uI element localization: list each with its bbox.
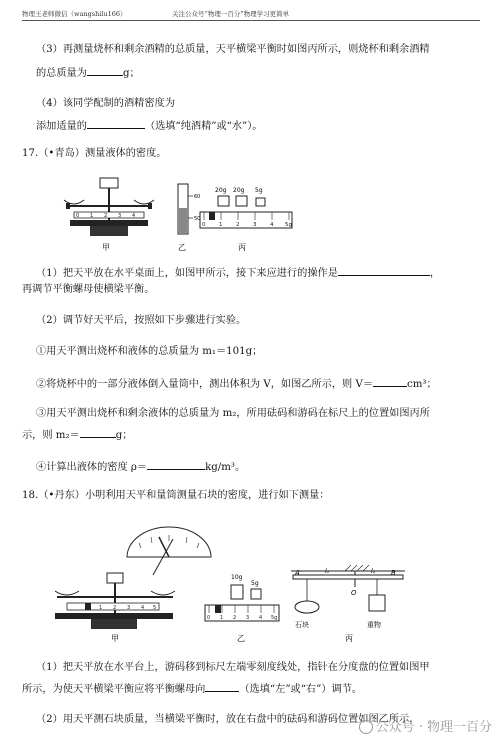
q18-title: 18.（•丹东）小明利用天平和量筒测量石块的密度，进行如下测量： [22, 490, 330, 501]
svg-text:5g: 5g [255, 187, 263, 194]
svg-text:A: A [295, 569, 300, 577]
svg-text:0: 0 [76, 213, 80, 219]
svg-text:重物: 重物 [367, 621, 381, 629]
q17-step3-line1: ③用天平测出烧杯和剩余液体的总质量为 m₂，所用砝码和游码在标尺上的位置如图丙所 [36, 408, 430, 419]
q18-balance-jia [55, 527, 211, 629]
q17-label-yi: 乙 [178, 243, 186, 252]
q17-balance-jia [64, 178, 154, 236]
q18-label-bing: 丙 [345, 634, 353, 643]
svg-text:1: 1 [90, 213, 94, 219]
svg-text:2: 2 [233, 615, 237, 621]
svg-text:5g: 5g [285, 222, 292, 228]
q17-step3-line2: 示，则 m₂＝ g； [22, 426, 132, 443]
svg-text:0: 0 [207, 615, 211, 621]
q17-p1-line2: 再调节平衡螺母使横梁平衡。 [22, 284, 155, 295]
svg-text:3: 3 [118, 213, 122, 219]
svg-text:5g: 5g [271, 615, 278, 621]
svg-text:2: 2 [236, 222, 240, 228]
q17-weights-bing [200, 187, 292, 228]
svg-text:50: 50 [194, 216, 201, 222]
q17-label-jia: 甲 [102, 243, 110, 252]
q17-p2: （2）调节好天平后，按照如下步骤进行实验。 [36, 315, 247, 326]
q18-p2: （2）用天平测石块质量，当横梁平衡时，放在右盘中的砝码和游码位置如图乙所示， [36, 714, 420, 725]
svg-text:3: 3 [127, 605, 131, 611]
q17-title: 17.（•青岛）测量液体的密度。 [22, 148, 167, 159]
svg-text:石块: 石块 [295, 621, 309, 629]
svg-text:2: 2 [104, 213, 108, 219]
q18-label-jia: 甲 [111, 634, 119, 643]
svg-text:5: 5 [153, 605, 157, 611]
q17-step1: ①用天平测出烧杯和液体的总质量为 m₁＝101g； [36, 346, 263, 357]
q16-p4-line2: 添加适量的 （选填“纯酒精”或“水”）。 [36, 117, 263, 134]
q17-cylinder-yi [178, 184, 200, 234]
page-header [22, 4, 480, 21]
header-right: 关注公众号“物理一百分”物理学习更简单 [172, 10, 290, 18]
svg-text:3: 3 [253, 222, 257, 228]
q18-lever-bing [291, 565, 405, 629]
svg-text:1: 1 [220, 615, 224, 621]
q18-label-yi: 乙 [237, 634, 245, 643]
svg-text:4: 4 [259, 615, 263, 621]
svg-text:4: 4 [270, 222, 274, 228]
svg-text:4: 4 [132, 213, 136, 219]
q16-p3-line1: （3）再测量烧杯和剩余酒精的总质量，天平横梁平衡时如图丙所示，则烧杯和剩余酒精 [36, 44, 430, 55]
q17-step2: ②将烧杯中的一部分液体倒入量筒中，测出体积为 V，如图乙所示，则 V＝ cm³； [36, 375, 437, 392]
svg-text:0: 0 [202, 222, 206, 228]
svg-text:B: B [391, 569, 396, 577]
q17-label-bing: 丙 [238, 243, 246, 252]
svg-text:10g: 10g [231, 574, 243, 581]
svg-text:5g: 5g [251, 580, 259, 587]
q16-p4-line1: （4）该同学配制的酒精密度为 [36, 98, 175, 109]
wechat-icon [359, 720, 373, 734]
svg-text:l₂: l₂ [371, 568, 376, 575]
q17-figure [60, 170, 300, 252]
svg-text:60: 60 [194, 194, 201, 200]
svg-text:2: 2 [113, 605, 117, 611]
svg-text:20g: 20g [233, 187, 245, 194]
svg-text:O: O [351, 589, 357, 597]
q18-weights-yi [205, 574, 279, 621]
svg-text:3: 3 [246, 615, 250, 621]
q17-step4: ④计算出液体的密度 ρ＝ kg/m³。 [36, 458, 245, 475]
q18-figure [55, 515, 425, 643]
q16-p3-line2: 的总质量为 g； [36, 64, 140, 81]
q18-p1-line2: 所示，为使天平横梁平衡应将平衡螺母向 （选填“左”或“右”）调节。 [22, 680, 362, 697]
svg-text:l₁: l₁ [325, 568, 330, 575]
svg-text:1: 1 [99, 605, 103, 611]
q18-p1-line1: （1）把天平放在水平台上，游码移到标尺左端零刻度线处，指针在分度盘的位置如图甲 [36, 662, 430, 673]
svg-text:4: 4 [141, 605, 145, 611]
header-left: 物理王老师微信（wangshilu166） [22, 10, 127, 18]
q17-p1-line1: （1）把天平放在水平桌面上，如图甲所示，接下来应进行的操作是 ， [36, 264, 440, 281]
svg-text:1: 1 [219, 222, 223, 228]
svg-text:20g: 20g [215, 187, 227, 194]
watermark: 公众号 · 物理一百分 [359, 716, 492, 735]
